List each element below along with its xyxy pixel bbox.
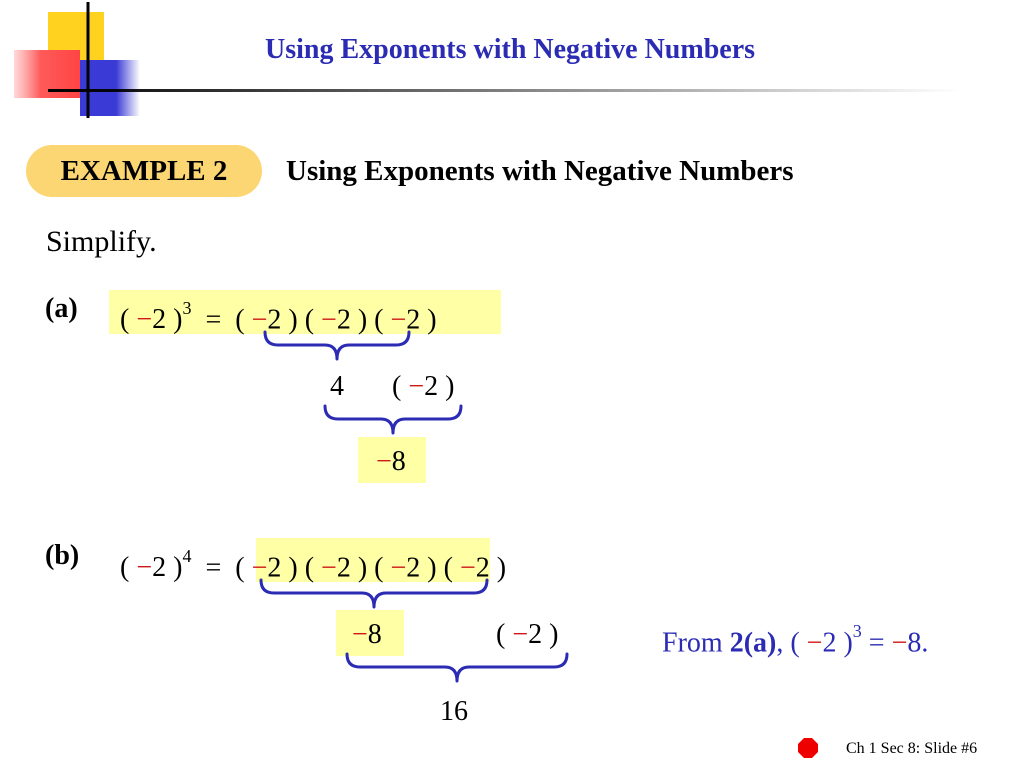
part-a-step1-factor: ( −2 ) [392, 371, 455, 402]
part-a-brace-1 [260, 328, 414, 362]
part-b-factor: ( −2 ) [443, 552, 507, 584]
part-b-factor: ( −2 ) [374, 552, 437, 584]
stop-sign-icon[interactable] [798, 738, 818, 758]
part-a-step1 [330, 368, 454, 406]
part-b-factor: ( −2 ) [304, 552, 368, 584]
instruction-text: Simplify. [46, 225, 157, 258]
part-b-factor: ( −2 ) [235, 552, 298, 584]
part-a-factor: ( −2 ) [374, 304, 437, 336]
slide-title: Using Exponents with Negative Numbers [265, 34, 756, 65]
part-a-result: −8 [376, 446, 406, 477]
example-badge: EXAMPLE 2 [26, 145, 262, 197]
part-a-brace-2 [320, 402, 466, 436]
part-a-equals: = [205, 304, 222, 336]
part-a-factor: ( −2 ) [304, 304, 368, 336]
part-b-lhs: ( −2 )$^4$ [120, 546, 192, 584]
part-b-step1-factor: ( −2 ) [496, 619, 559, 650]
part-b-brace-1 [256, 576, 492, 610]
part-a-lhs: ( −2 )$^3$ [120, 298, 192, 336]
part-b-brace-2 [342, 650, 572, 684]
part-a-step1-value: 4 [330, 371, 344, 402]
part-a-label: (a) [45, 293, 78, 324]
example-heading: Using Exponents with Negative Numbers [286, 155, 794, 187]
part-b-equals: = [205, 552, 222, 584]
part-b-label: (b) [45, 540, 80, 571]
reference-note: From 2(a), ( −2 )$^3$ = −8. [662, 621, 929, 659]
part-b-result: 16 [440, 696, 468, 727]
part-a-factor: ( −2 ) [235, 304, 298, 336]
part-b-step1-value: −8 [352, 619, 382, 650]
slide-footer: Ch 1 Sec 8: Slide #6 [846, 740, 978, 757]
